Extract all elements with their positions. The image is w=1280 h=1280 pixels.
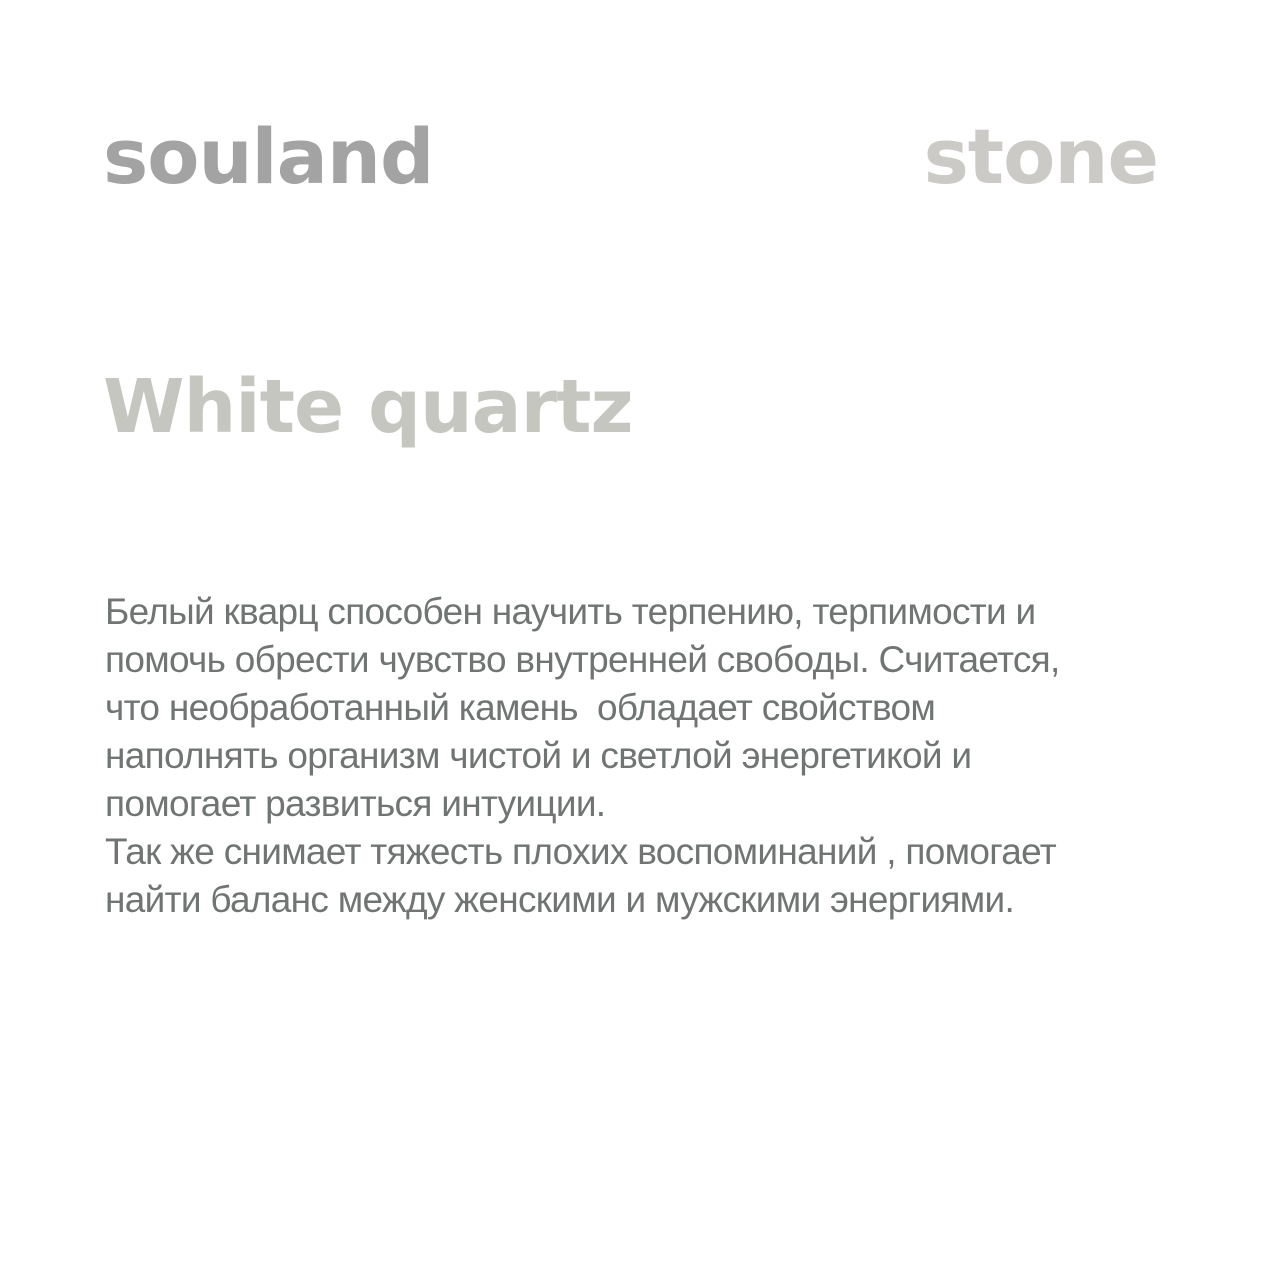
description-line: найти баланс между женскими и мужскими энергиями. <box>105 879 1015 920</box>
brand-name-right: stone <box>923 112 1158 201</box>
stone-title: White quartz <box>103 364 633 450</box>
description-line: что необработанный камень обладает свойством <box>105 687 936 728</box>
stone-description <box>105 588 1185 924</box>
description-line: помочь обрести чувство внутренней свободы. Считается, <box>105 639 1060 680</box>
description-line: Белый кварц способен научить терпению, терпимости и <box>105 591 1036 632</box>
brand-name-left: souland <box>103 112 434 201</box>
description-line: помогает развиться интуиции. <box>105 783 606 824</box>
description-line: наполнять организм чистой и светлой энергетикой и <box>105 735 972 776</box>
description-line: Так же снимает тяжесть плохих воспоминаний , помогает <box>105 831 1056 872</box>
